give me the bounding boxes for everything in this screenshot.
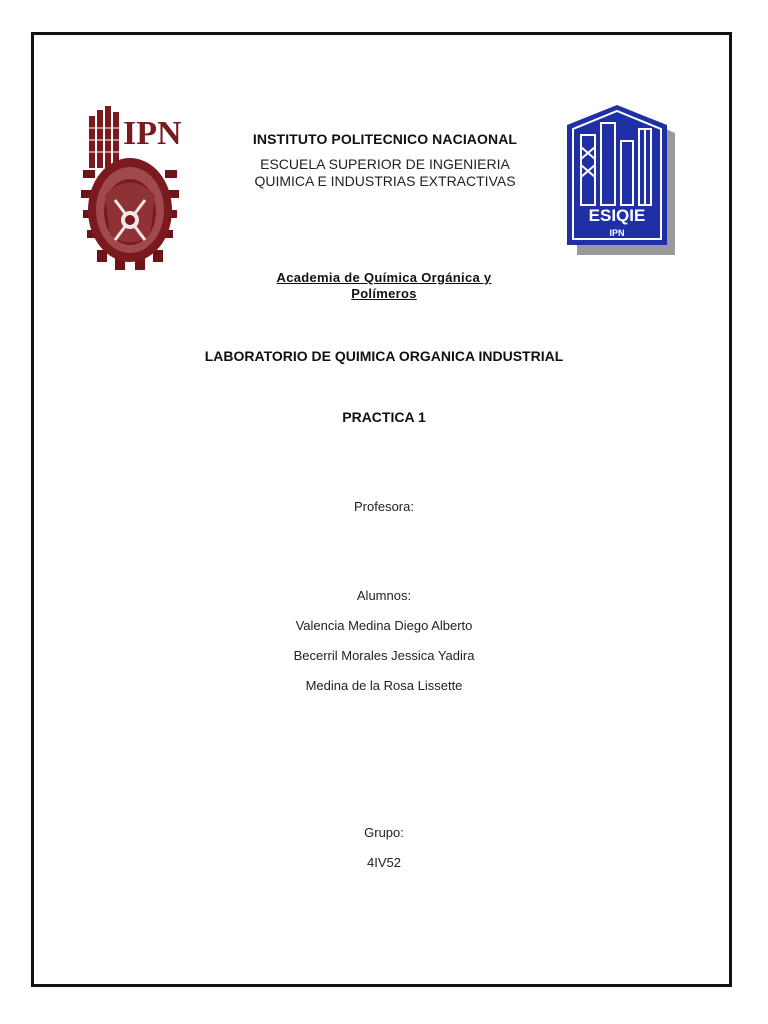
school-name-line-2: QUIMICA E INDUSTRIAS EXTRACTIVAS <box>254 173 516 189</box>
group-value: 4IV52 <box>367 855 401 870</box>
student-name: Valencia Medina Diego Alberto <box>295 618 473 633</box>
institution-header <box>190 131 580 190</box>
practice-title: PRACTICA 1 <box>342 409 426 425</box>
academy-line-1: Academia de Química Orgánica y <box>276 270 492 285</box>
ipn-logo-text: IPN <box>123 115 182 152</box>
teacher-label: Profesora: <box>354 499 414 514</box>
esiqie-logo-ipn-text: IPN <box>609 228 625 238</box>
students-label: Alumnos: <box>356 588 412 603</box>
lab-title: LABORATORIO DE QUIMICA ORGANICA INDUSTRIAL <box>204 348 564 364</box>
esiqie-logo-text: ESIQIE <box>588 206 646 225</box>
school-name-line-1: ESCUELA SUPERIOR DE INGENIERIA <box>260 156 510 172</box>
student-name: Medina de la Rosa Lissette <box>305 678 463 693</box>
student-name: Becerril Morales Jessica Yadira <box>293 648 475 663</box>
institute-name: INSTITUTO POLITECNICO NACIAONAL <box>252 131 518 147</box>
esiqie-logo-icon <box>563 105 677 255</box>
group-label: Grupo: <box>364 825 404 840</box>
academy-line-2: Polímeros <box>351 286 417 301</box>
academy-name <box>234 270 534 302</box>
ipn-logo-icon <box>75 100 185 278</box>
